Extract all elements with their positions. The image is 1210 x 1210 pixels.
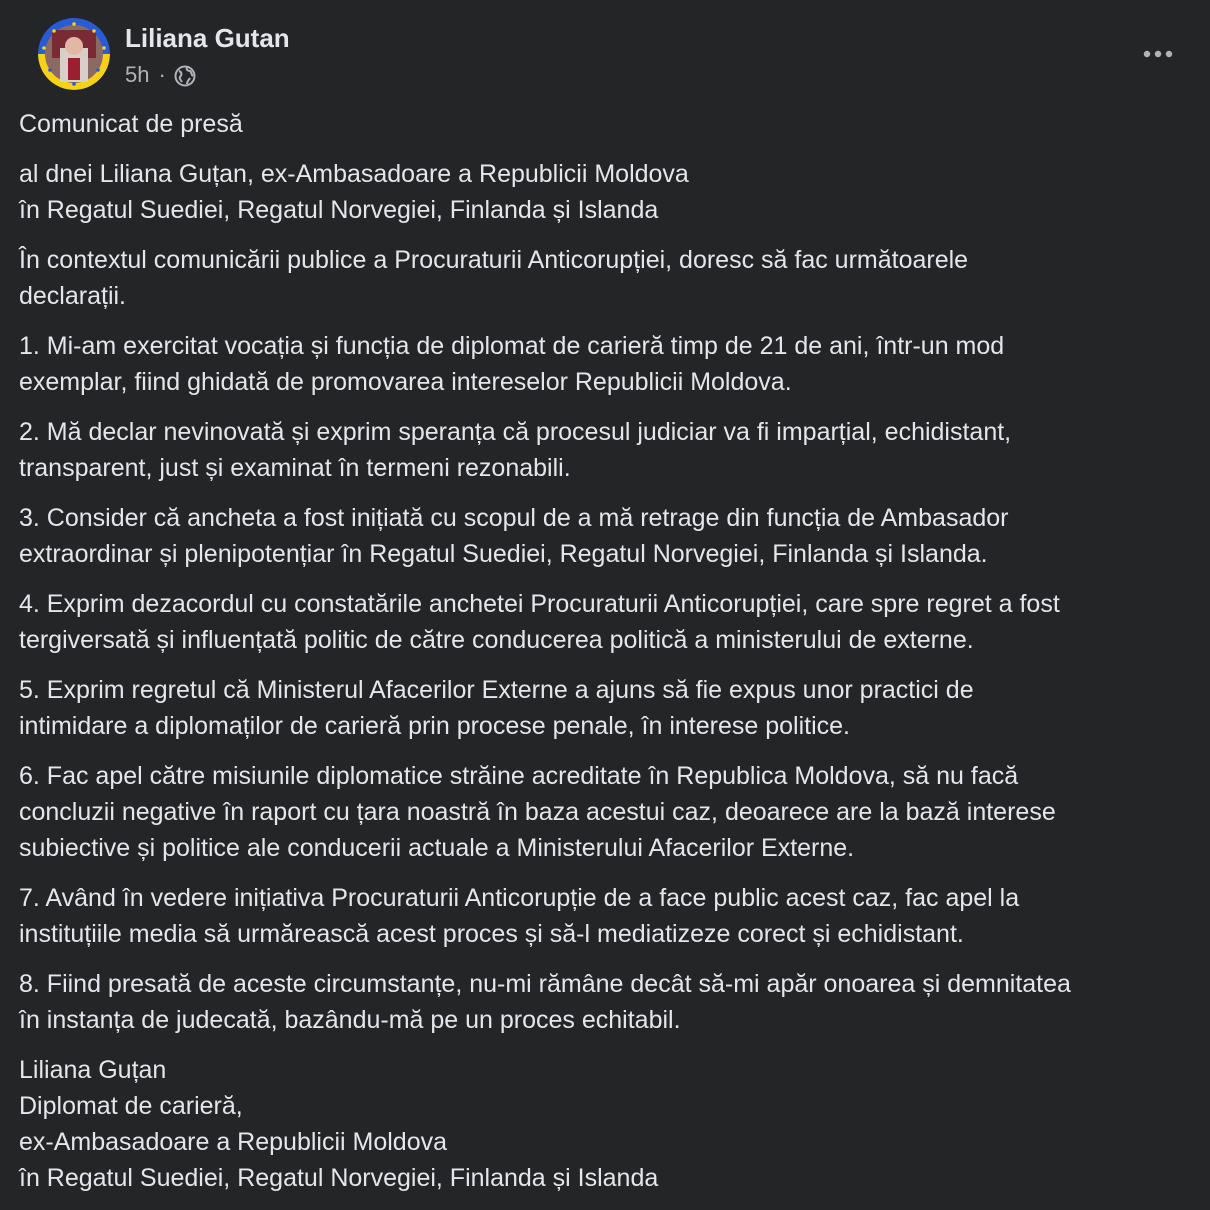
post-paragraph: În contextul comunicării publice a Procuraturii Anticorupției, doresc să fac următoarele declarații.: [19, 246, 969, 310]
post-paragraph: 8. Fiind presată de aceste circumstanțe, nu-mi rămâne decât să-mi apăr onoarea și demnitatea în instanța de judecată, bazându-mă pe un proces echitabil.: [19, 970, 1071, 1034]
post-paragraph: Comunicat de presă: [19, 110, 243, 138]
post-paragraph: al dnei Liliana Guțan, ex-Ambasadoare a Republicii Moldova în Regatul Suediei, Regatul Norvegiei, Finlanda și Islanda: [19, 160, 689, 224]
post-header: [19, 0, 1190, 106]
avatar[interactable]: [38, 18, 110, 90]
avatar-image: [38, 18, 110, 90]
more-options-button[interactable]: [1138, 34, 1178, 74]
post-paragraph: 3. Consider că ancheta a fost inițiată cu scopul de a mă retrage din funcția de Ambasador extraordinar și plenipotențiar în Regatul Suediei, Regatul Norvegiei, Finlanda și Islanda.: [19, 504, 1009, 568]
post-paragraph: 7. Având în vedere inițiativa Procuraturii Anticorupție de a face public acest caz, fac apel la instituțiile media să urmărească acest proces și să-l mediatizeze corect și echidistant.: [19, 884, 1020, 948]
more-horizontal-icon: [1143, 50, 1173, 58]
meta-separator: ·: [158, 62, 166, 87]
post-paragraph: 6. Fac apel către misiunile diplomatice străine acreditate în Republica Moldova, să nu facă concluzii negative în raport cu țara noastră în baza acestui caz, deoarece are la bază interese subiective și politice ale conducerii actuale a Ministerului Afacerilor Externe.: [19, 762, 1056, 862]
post-time[interactable]: 5h: [125, 62, 150, 87]
post-meta: [125, 60, 196, 90]
post-paragraph: 5. Exprim regretul că Ministerul Afacerilor Externe a ajuns să fie expus unor practici de intimidare a diplomaților de carieră prin procese penale, în interese politice.: [19, 676, 974, 740]
post-body: [19, 106, 1194, 1210]
post-paragraph: 4. Exprim dezacordul cu constatările anchetei Procuraturii Anticorupției, care spre regret a fost tergiversată și influențată politic de către conducerea politică a ministerului de externe.: [19, 590, 1060, 654]
post-paragraph: 1. Mi-am exercitat vocația și funcția de diplomat de carieră timp de 21 de ani, într-un mod exemplar, fiind ghidată de promovarea intereselor Republicii Moldova.: [19, 332, 1005, 396]
post-paragraph: 2. Mă declar nevinovată și exprim speranța că procesul judiciar va fi imparțial, echidistant, transparent, just și examinat în termeni rezonabili.: [19, 418, 1012, 482]
author-name[interactable]: Liliana Gutan: [125, 23, 290, 53]
globe-icon[interactable]: [174, 65, 196, 87]
post-signature: Liliana Guțan Diplomat de carieră, ex-Ambasadoare a Republicii Moldova în Regatul Suediei, Regatul Norvegiei, Finlanda și Islanda: [19, 1056, 659, 1192]
